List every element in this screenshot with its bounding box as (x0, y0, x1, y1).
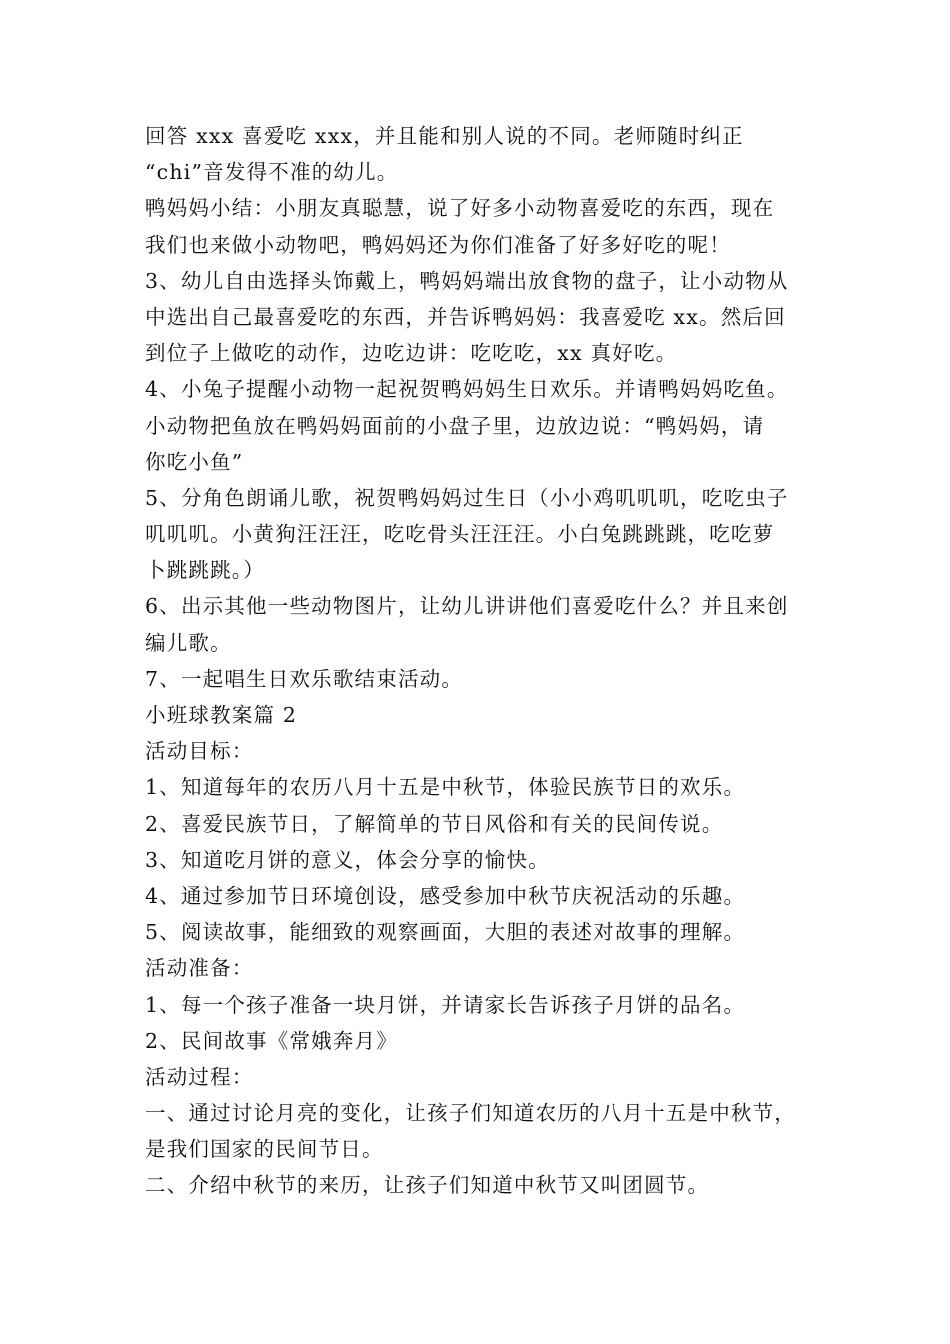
text-line: 二、介绍中秋节的来历，让孩子们知道中秋节又叫团圆节。 (145, 1173, 710, 1198)
text-line: 到位子上做吃的动作，边吃边讲：吃吃吃，xx 真好吃。 (145, 341, 678, 366)
text-line: 鸭妈妈小结：小朋友真聪慧，说了好多小动物喜爱吃的东西，现在 (145, 196, 775, 221)
text-line: 6、出示其他一些动物图片，让幼儿讲讲他们喜爱吃什么？并且来创 (145, 594, 789, 619)
document-body (145, 118, 835, 1204)
text-line: 小动物把鱼放在鸭妈妈面前的小盘子里，边放边说：“鸭妈妈，请 (145, 413, 765, 438)
text-line: 2、喜爱民族节日，了解简单的节日风俗和有关的民间传说。 (145, 811, 724, 836)
text-line: 我们也来做小动物吧，鸭妈妈还为你们准备了好多好吃的呢！ (145, 232, 731, 257)
text-line: 中选出自己最喜爱吃的东西，并告诉鸭妈妈：我喜爱吃 xx。然后回 (145, 304, 786, 329)
text-line: 回答 xxx 喜爱吃 xxx，并且能和别人说的不同。老师随时纠正 (145, 124, 744, 148)
text-line: 4、通过参加节日环境创设，感受参加中秋节庆祝活动的乐趣。 (145, 883, 746, 908)
text-line: 一、通过讨论月亮的变化，让孩子们知道农历的八月十五是中秋节， (145, 1101, 796, 1126)
subheading: 活动准备： (145, 956, 254, 981)
text-line: 5、阅读故事，能细致的观察画面，大胆的表述对故事的理解。 (145, 920, 746, 945)
section-heading: 小班球教案篇 2 (145, 703, 298, 727)
text-line: 3、幼儿自由选择头饰戴上，鸭妈妈端出放食物的盘子，让小动物从 (145, 268, 789, 293)
text-line: 4、小兔子提醒小动物一起祝贺鸭妈妈生日欢乐。并请鸭妈妈吃鱼。 (145, 377, 789, 402)
subheading: 活动过程： (145, 1064, 254, 1089)
text-line: 1、知道每年的农历八月十五是中秋节，体验民族节日的欢乐。 (145, 775, 746, 800)
text-line: 是我们国家的民间节日。 (145, 1137, 384, 1162)
text-line: 叽叽叽。小黄狗汪汪汪，吃吃骨头汪汪汪。小白兔跳跳跳，吃吃萝 (145, 522, 775, 547)
text-line: 编儿歌。 (145, 630, 232, 655)
text-line: 5、分角色朗诵儿歌，祝贺鸭妈妈过生日（小小鸡叽叽叽，吃吃虫子 (145, 485, 789, 510)
text-line: 你吃小鱼” (145, 449, 244, 474)
text-line: “chi”音发得不准的幼儿。 (145, 160, 399, 185)
subheading: 活动目标： (145, 739, 254, 764)
text-line: 1、每一个孩子准备一块月饼，并请家长告诉孩子月饼的品名。 (145, 992, 746, 1017)
text-line: 2、民间故事《常娥奔月》 (145, 1028, 398, 1053)
text-line: 卜跳跳跳。） (145, 558, 265, 583)
text-line: 3、知道吃月饼的意义，体会分享的愉快。 (145, 847, 550, 872)
text-line: 7、一起唱生日欢乐歌结束活动。 (145, 666, 464, 691)
